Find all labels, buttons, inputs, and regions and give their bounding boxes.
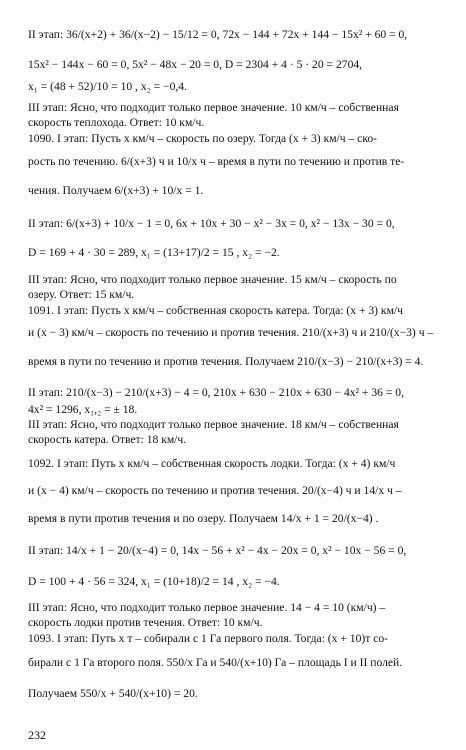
line-9: II этап: 6/(x+3) + 10/x − 1 = 0, 6x + 10x + 30 − x² − 3x = 0, x² − 13x − 30 = 0, (28, 217, 395, 230)
line-7: рость по течению. 6/(x+3) ч и 10/x ч – время в пути по течению и против те- (28, 155, 405, 168)
line-14: и (x − 3) км/ч – скорость по течению и против течения. 210/(x+3) ч и 210/(x−3) ч – (28, 326, 434, 339)
line-27: 1093. I этап: Путь x т – собирали с 1 Га первого поля. Тогда: (x + 10)т со- (28, 632, 389, 645)
line-11: III этап: Ясно, что подходит только первое значение. 15 км/ч – скорость по (28, 273, 397, 286)
line-29: Получаем 550/x + 540/(x+10) = 20. (28, 687, 198, 700)
line-17: 4x² = 1296, x₁,₂ = ± 18. (28, 403, 138, 416)
line-2: 15x² − 144x − 60 = 0, 5x² − 48x − 20 = 0, D = 2304 + 4 · 5 · 20 = 2704, (28, 58, 363, 71)
line-4: III этап: Ясно, что подходит только первое значение. 10 км/ч – собственная (28, 101, 399, 114)
line-6: 1090. I этап: Пусть x км/ч – скорость по озеру. Тогда (x + 3) км/ч – ско- (28, 132, 378, 145)
line-5: скорость теплохода. Ответ: 10 км/ч. (28, 116, 205, 129)
line-22: время в пути против течения и по озеру. Получаем 14/x + 1 = 20/(x−4) . (28, 512, 379, 525)
line-19: скорость катера. Ответ: 18 км/ч. (28, 433, 187, 446)
line-26: скорость лодки против течения. Ответ: 10 км/ч. (28, 616, 263, 629)
line-28: бирали с 1 Га второго поля. 550/x Га и 540/(x+10) Га – площадь I и II полей. (28, 656, 403, 669)
line-24: D = 100 + 4 · 56 = 324, x₁ = (10+18)/2 = 14 , x₂ = −4. (28, 575, 280, 588)
line-23: II этап: 14/x + 1 − 20/(x−4) = 0, 14x − 56 + x² − 4x − 20x = 0, x² − 10x − 56 = 0, (28, 544, 407, 557)
line-10: D = 169 + 4 · 30 = 289, x₁ = (13+17)/2 = 15 , x₂ = −2. (28, 246, 280, 259)
line-16: II этап: 210/(x−3) − 210/(x+3) − 4 = 0, 210x + 630 − 210x + 630 − 4x² + 36 = 0, (28, 386, 404, 399)
line-18: III этап: Ясно, что подходит только первое значение. 18 км/ч – собственная (28, 418, 399, 431)
line-1: II этап: 36/(x+2) + 36/(x−2) − 15/12 = 0, 72x − 144 + 72x + 144 − 15x² + 60 = 0, (28, 28, 408, 41)
line-8: чения. Получаем 6/(x+3) + 10/x = 1. (28, 184, 204, 197)
line-13: 1091. I этап: Пусть x км/ч – собственная скорость катера. Тогда: (x + 3) км/ч (28, 304, 403, 317)
line-3: x₁ = (48 + 52)/10 = 10 , x₂ = −0,4. (28, 80, 187, 93)
line-12: озеру. Ответ: 15 км/ч. (28, 288, 135, 301)
line-20: 1092. I этап: Путь x км/ч – собственная скорость лодки. Тогда: (x + 4) км/ч (28, 457, 396, 470)
line-15: время в пути по течению и против течения. Получаем 210/(x−3) − 210/(x+3) = 4. (28, 355, 424, 368)
line-21: и (x − 4) км/ч – скорость по течению и против течения. 20/(x−4) ч и 14/x ч – (28, 484, 402, 497)
page-number: 232 (28, 728, 46, 742)
line-25: III этап: Ясно, что подходит только первое значение. 14 − 4 = 10 (км/ч) – (28, 601, 386, 614)
